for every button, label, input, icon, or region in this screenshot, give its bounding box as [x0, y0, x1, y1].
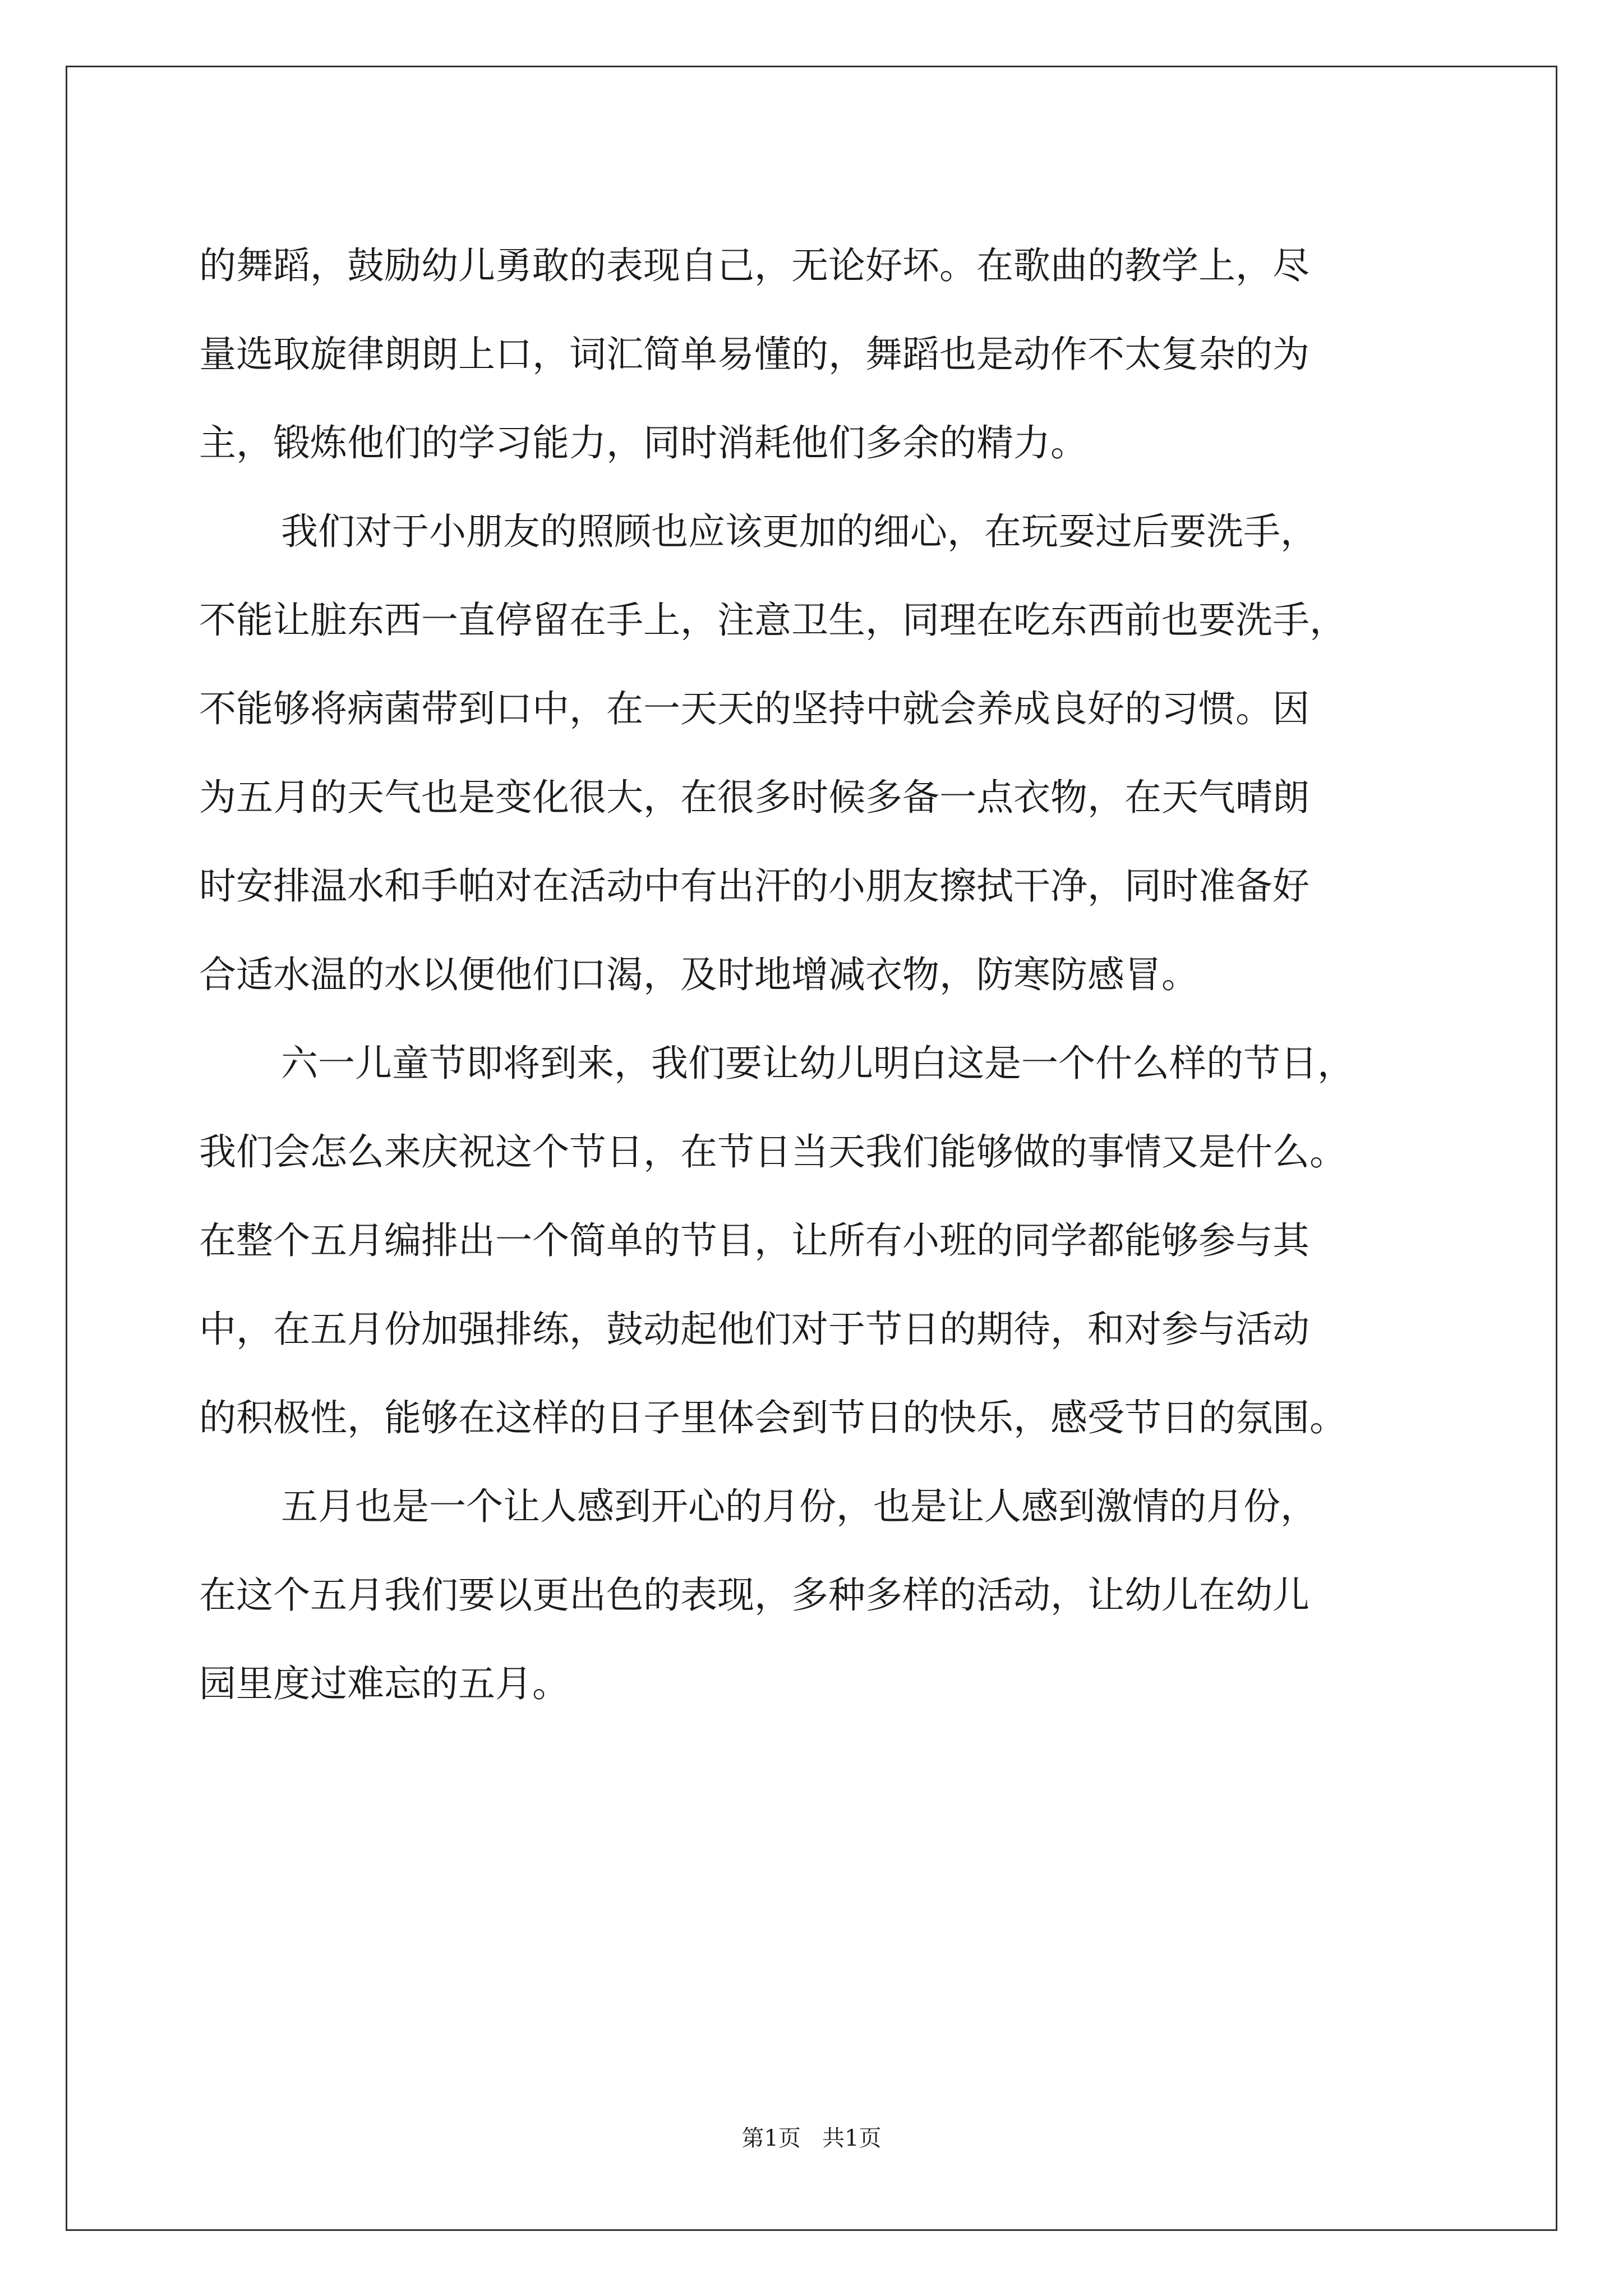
text-line: 不能够将病菌带到口中，在一天天的坚持中就会养成良好的习惯。因	[199, 687, 1310, 730]
text-line: 合适水温的水以便他们口渴，及时地增减衣物，防寒防感冒。	[199, 953, 1198, 996]
text-line: 量选取旋律朗朗上口，词汇简单易懂的，舞蹈也是动作不太复杂的为	[199, 333, 1310, 376]
paragraph-first-line: 六一儿童节即将到来，我们要让幼儿明白这是一个什么样的节日，	[281, 1042, 1354, 1085]
text-line: 为五月的天气也是变化很大，在很多时候多备一点衣物，在天气晴朗	[199, 776, 1310, 819]
text-line: 不能让脏东西一直停留在手上，注意卫生，同理在吃东西前也要洗手，	[199, 599, 1347, 642]
paragraph-first-line: 我们对于小朋友的照顾也应该更加的细心，在玩耍过后要洗手，	[281, 510, 1317, 553]
text-line: 我们会怎么来庆祝这个节日，在节日当天我们能够做的事情又是什么。	[199, 1130, 1347, 1174]
text-line: 在整个五月编排出一个简单的节目，让所有小班的同学都能够参与其	[199, 1219, 1310, 1262]
text-line: 的积极性，能够在这样的日子里体会到节日的快乐，感受节日的氛围。	[199, 1396, 1347, 1439]
text-line: 主，锻炼他们的学习能力，同时消耗他们多余的精力。	[199, 421, 1087, 464]
page-number-footer: 第1页 共1页	[741, 2125, 882, 2151]
paragraph-first-line: 五月也是一个让人感到开心的月份，也是让人感到激情的月份，	[281, 1485, 1317, 1528]
text-line: 时安排温水和手帕对在活动中有出汗的小朋友擦拭干净，同时准备好	[199, 864, 1310, 908]
text-line: 的舞蹈，鼓励幼儿勇敢的表现自己，无论好坏。在歌曲的教学上，尽	[199, 244, 1310, 287]
text-line: 园里度过难忘的五月。	[199, 1662, 569, 1705]
document-body	[199, 222, 1455, 1728]
text-line: 中，在五月份加强排练，鼓动起他们对于节日的期待，和对参与活动	[199, 1308, 1310, 1351]
text-line: 在这个五月我们要以更出色的表现，多种多样的活动，让幼儿在幼儿	[199, 1573, 1310, 1617]
